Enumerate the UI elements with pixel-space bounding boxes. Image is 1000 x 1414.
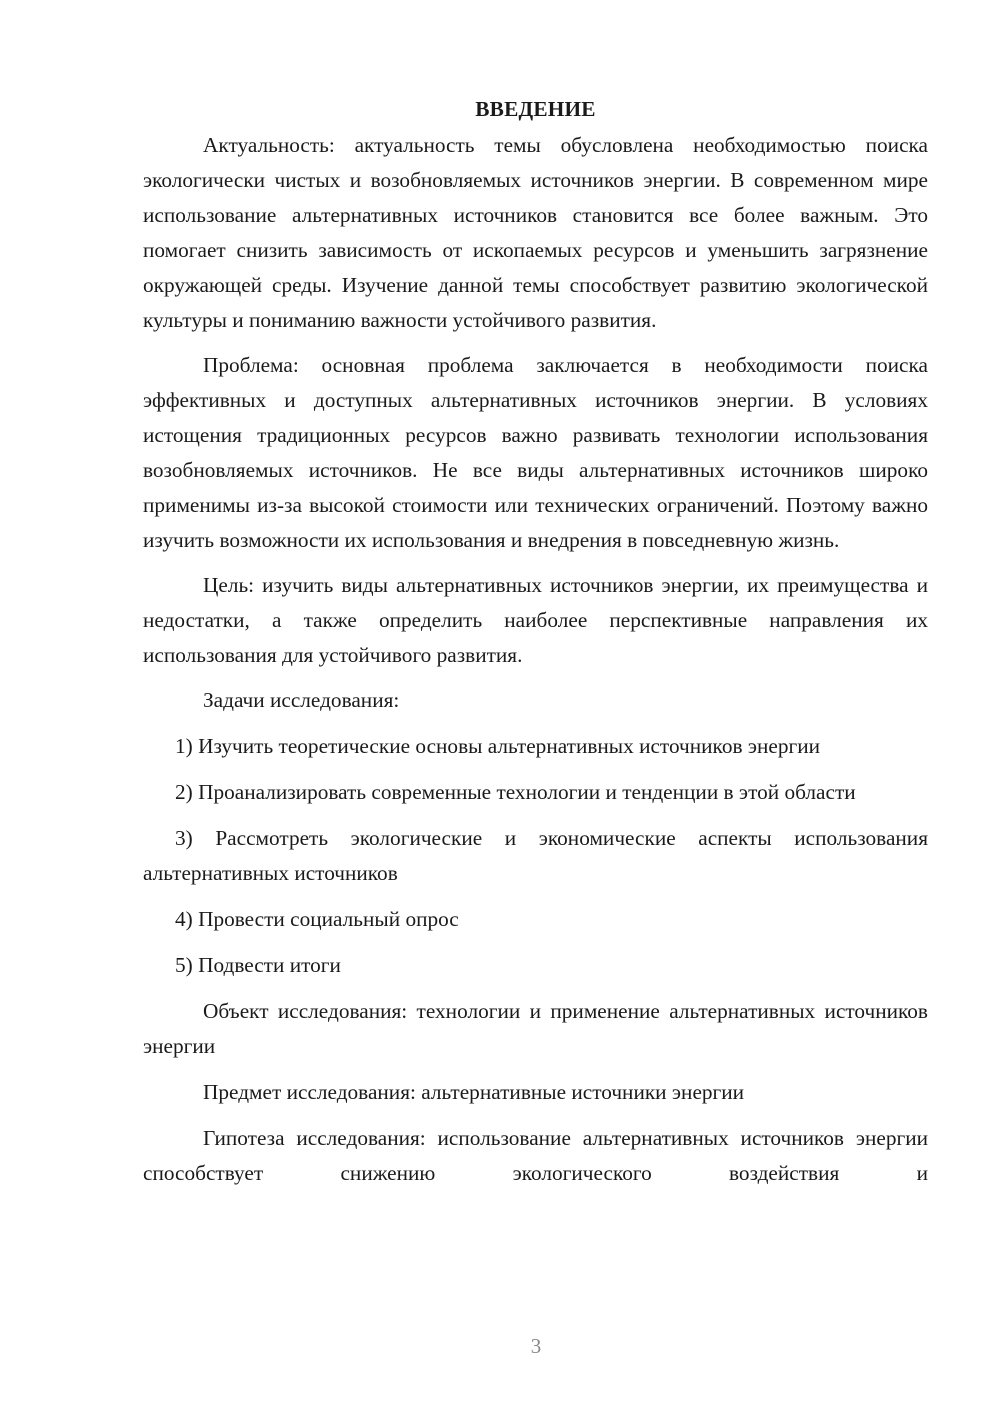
page-number: 3 xyxy=(530,1334,542,1358)
task-item: 1) Изучить теоретические основы альтернативных источников энергии xyxy=(175,734,821,758)
paragraph-tasks-heading: Задачи исследования: xyxy=(203,688,400,712)
paragraph-subject: Предмет исследования: альтернативные источники энергии xyxy=(203,1080,745,1104)
paragraph-relevance: Актуальность: актуальность темы обусловлена необходимостью поиска экологически чистых и возобновляемых источников энергии. В современном мире использование альтернативных источников становится все более важным. Это помогает снизить зависимость от ископаемых ресурсов и уменьшить загрязнение окружающей среды. Изучение данной темы способствует развитию экологической культуры и пониманию важности устойчивого развития. xyxy=(143,133,928,332)
task-item: 2) Проанализировать современные технологии и тенденции в этой области xyxy=(175,780,856,804)
paragraph-hypothesis: Гипотеза исследования: использование альтернативных источников энергии способствует снижению экологического воздействия и xyxy=(143,1126,928,1185)
task-item: 4) Провести социальный опрос xyxy=(175,907,459,931)
paragraph-object: Объект исследования: технологии и применение альтернативных источников энергии xyxy=(143,999,928,1058)
task-item: 3) Рассмотреть экологические и экономические аспекты использования альтернативных источников xyxy=(143,826,928,885)
page-content xyxy=(143,92,928,1201)
tasks-list xyxy=(143,729,928,983)
paragraph-goal: Цель: изучить виды альтернативных источников энергии, их преимущества и недостатки, а также определить наиболее перспективные направления их использования для устойчивого развития. xyxy=(143,573,928,667)
page-title: ВВЕДЕНИЕ xyxy=(475,97,596,121)
task-item: 5) Подвести итоги xyxy=(175,953,341,977)
paragraph-problem: Проблема: основная проблема заключается в необходимости поиска эффективных и доступных альтернативных источников энергии. В условиях истощения традиционных ресурсов важно развивать технологии использования возобновляемых источников. Не все виды альтернативных источников широко применимы из-за высокой стоимости или технических ограничений. Поэтому важно изучить возможности их использования и внедрения в повседневную жизнь. xyxy=(143,353,928,552)
